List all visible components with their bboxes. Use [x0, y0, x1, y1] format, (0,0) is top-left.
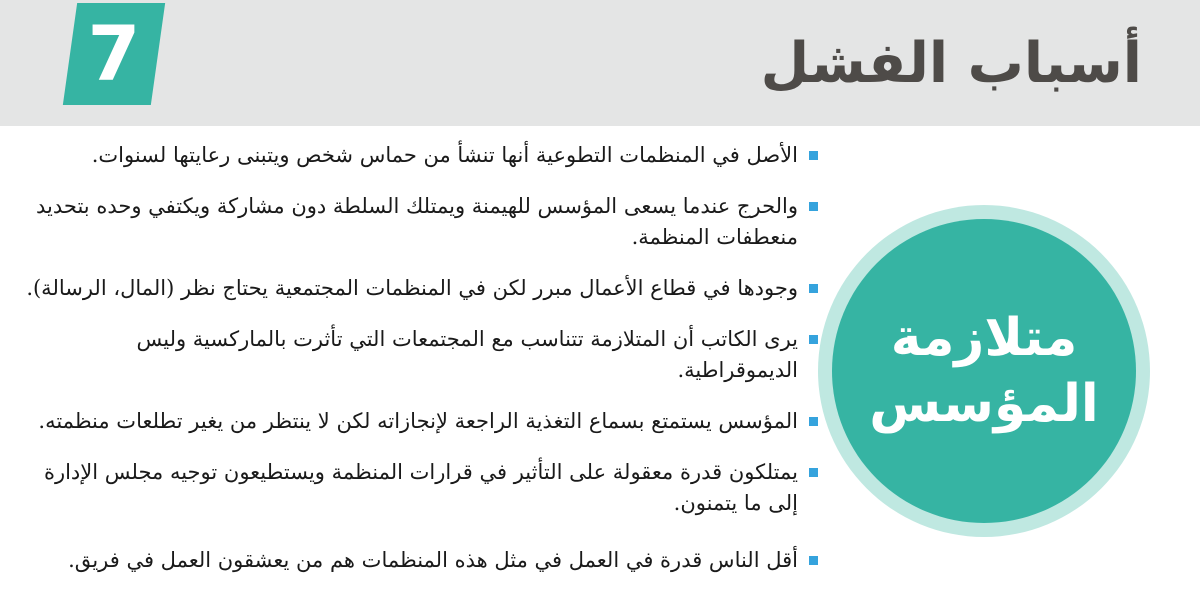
list-item	[18, 406, 818, 437]
square-bullet-icon	[809, 202, 818, 211]
section-number: 7	[87, 9, 141, 98]
list-item	[18, 140, 818, 171]
list-item	[18, 545, 818, 576]
circle-label-line2: المؤسس	[869, 374, 1099, 434]
square-bullet-icon	[809, 468, 818, 477]
list-item	[18, 273, 818, 304]
list-item	[18, 191, 818, 253]
bullet-list	[18, 140, 818, 596]
topic-circle	[832, 219, 1136, 523]
list-item-text: المؤسس يستمتع بسماع التغذية الراجعة لإنجازاته لكن لا ينتظر من يغير تطلعات منظمته.	[38, 409, 798, 433]
square-bullet-icon	[809, 284, 818, 293]
page-title: أسباب الفشل	[760, 31, 1142, 96]
list-item	[18, 457, 818, 519]
list-item-text: الأصل في المنظمات التطوعية أنها تنشأ من حماس شخص ويتبنى رعايتها لسنوات.	[91, 143, 798, 167]
circle-label	[869, 305, 1098, 437]
list-item-text: أقل الناس قدرة في العمل في مثل هذه المنظمات هم من يعشقون العمل في فريق.	[68, 548, 798, 572]
list-item-text: وجودها في قطاع الأعمال مبرر لكن في المنظمات المجتمعية يحتاج نظر (المال، الرسالة).	[26, 276, 798, 300]
circle-label-line1: متلازمة	[890, 308, 1078, 368]
list-item-text: يرى الكاتب أن المتلازمة تتناسب مع المجتمعات التي تأثرت بالماركسية وليس الديموقراطية.	[136, 327, 798, 382]
list-item-text: والحرج عندما يسعى المؤسس للهيمنة ويمتلك السلطة دون مشاركة ويكتفي وحده بتحديد منعطفات المنظمة.	[36, 194, 798, 249]
square-bullet-icon	[809, 151, 818, 160]
square-bullet-icon	[809, 335, 818, 344]
square-bullet-icon	[809, 556, 818, 565]
list-item-text: يمتلكون قدرة معقولة على التأثير في قرارات المنظمة ويستطيعون توجيه مجلس الإدارة إلى ما يتمنون.	[43, 460, 798, 515]
list-item	[18, 324, 818, 386]
square-bullet-icon	[809, 417, 818, 426]
